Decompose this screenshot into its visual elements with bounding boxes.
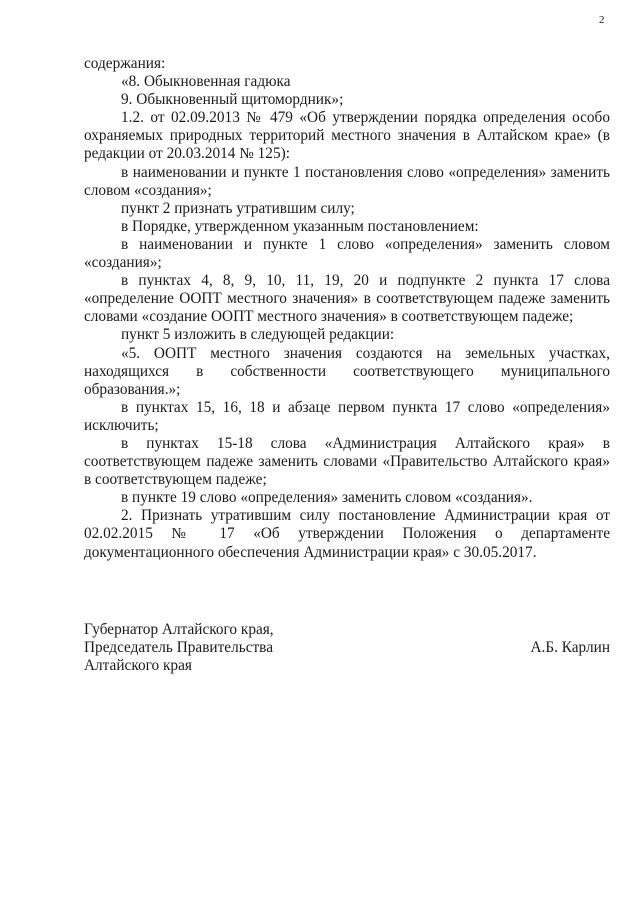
paragraph: пункт 2 признать утратившим силу; (121, 199, 355, 217)
paragraph: в пунктах 4, 8, 9, 10, 11, 19, 20 и подпункте 2 пункта 17 слова «определение ООПТ местного значения» в соответствующем падеже заменить словами «создание ООПТ местного значения» в соответствующем падеже; (84, 272, 610, 326)
paragraph: в Порядке, утвержденном указанным постановлением: (121, 217, 479, 235)
paragraph: «5. ООПТ местного значения создаются на земельных участках, находящихся в собственности соответствующего муниципального образования.»; (84, 344, 610, 398)
signature-block (84, 621, 610, 675)
paragraph: пункт 5 изложить в следующей редакции: (121, 326, 395, 344)
paragraph: «8. Обыкновенная гадюка (121, 73, 291, 91)
paragraph: в пунктах 15-18 слова «Администрация Алтайского края» в соответствующем падеже заменить словами «Правительство Алтайского края» в соответствующем падеже; (84, 434, 610, 489)
signatory-position-line-3: Алтайского края (84, 657, 192, 674)
paragraph: содержания: (84, 55, 166, 72)
paragraph: в наименовании и пункте 1 слово «определения» заменить словом «создания»; (84, 235, 610, 272)
signatory-name: А.Б. Карлин (530, 639, 610, 656)
paragraph: в пункте 19 слово «определения» заменить словом «создания». (121, 489, 533, 507)
paragraph: 1.2. от 02.09.2013 № 479 «Об утверждении порядка определения особо охраняемых природных территорий местного значения в Алтайском крае» (в редакции от 20.03.2014 № 125): (84, 109, 610, 163)
paragraph: 9. Обыкновенный щитомордник»; (121, 91, 344, 109)
signatory-position-line-1: Губернатор Алтайского края, (84, 621, 274, 638)
signatory-position-line-2: Председатель Правительства (84, 639, 273, 656)
document-body (84, 55, 610, 562)
paragraph: в пунктах 15, 16, 18 и абзаце первом пункта 17 слово «определения» исключить; (84, 398, 610, 434)
paragraph: 2. Признать утратившим силу постановление Администрации края от 02.02.2015 № 17 «Об утверждении Положения о департаменте документационного обеспечения Администрации края» с 30.05.2017. (84, 507, 610, 561)
page-number: 2 (599, 14, 605, 26)
paragraph: в наименовании и пункте 1 постановления слово «определения» заменить словом «создания»; (84, 163, 610, 199)
